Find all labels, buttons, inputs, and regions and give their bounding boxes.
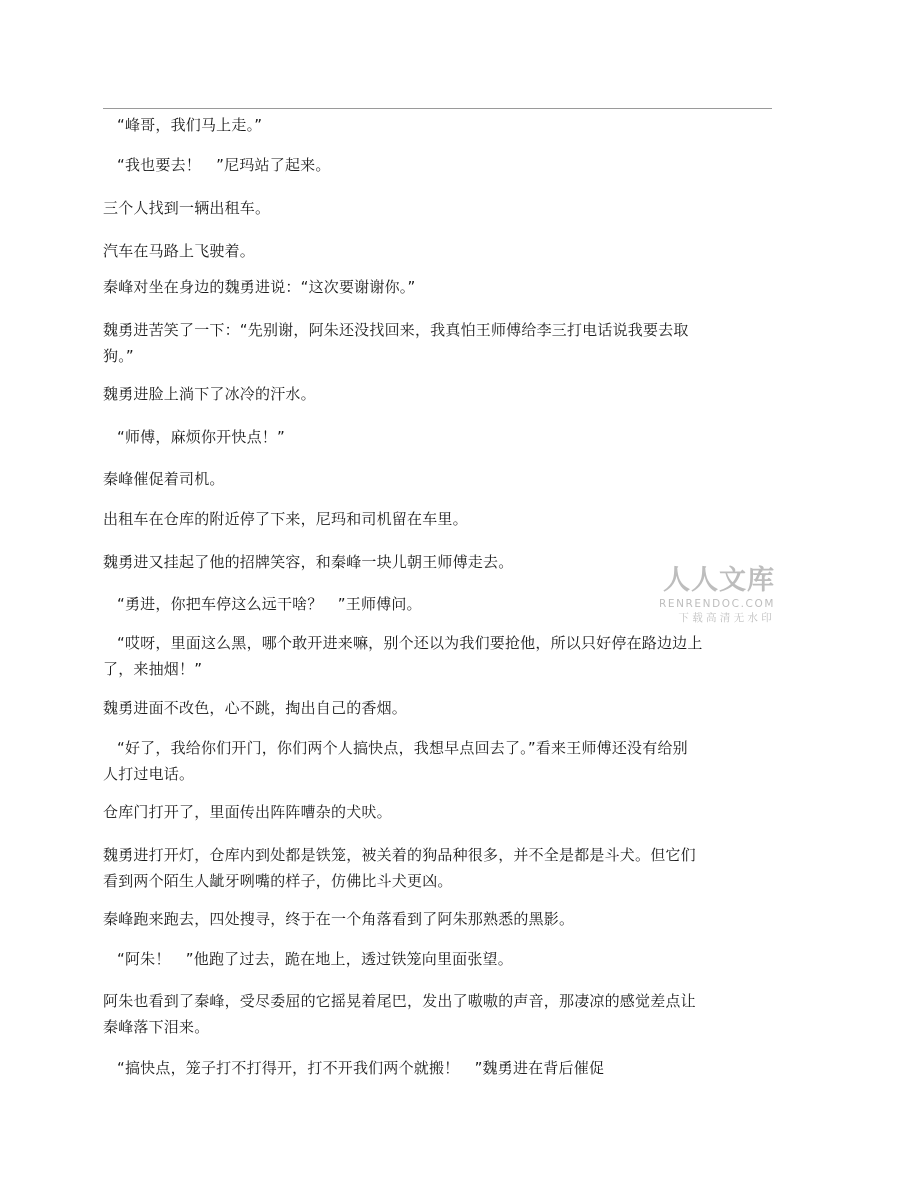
paragraph: [117, 1055, 757, 1081]
paragraph-line: 了，来抽烟！”: [103, 660, 203, 678]
paragraph-line: 阿朱也看到了秦峰，受尽委屈的它摇晃着尾巴，发出了嗷嗷的声音，那凄凉的感觉差点让: [103, 992, 696, 1010]
header-rule: [103, 108, 772, 109]
paragraph: [103, 695, 743, 721]
paragraph-line: 魏勇进打开灯，仓库内到处都是铁笼，被关着的狗品种很多，并不全是都是斗犬。但它们: [103, 846, 696, 864]
paragraph: [103, 735, 757, 787]
paragraph-line: “好了，我给你们开门，你们两个人搞快点，我想早点回去了。”看来王师傅还没有给别: [117, 739, 688, 757]
paragraph-line: 魏勇进又挂起了他的招牌笑容，和秦峰一块儿朝王师傅走去。: [103, 553, 514, 571]
paragraph: [103, 274, 743, 300]
paragraph-line: 出租车在仓库的附近停了下来，尼玛和司机留在车里。: [103, 510, 468, 528]
paragraph: [103, 195, 743, 221]
paragraph: [103, 381, 743, 407]
paragraph: [103, 842, 743, 894]
paragraph-line: “哎呀，里面这么黑，哪个敢开进来嘛，别个还以为我们要抢他，所以只好停在路边边上: [117, 634, 703, 652]
watermark-tagline: 下载高清无水印: [678, 612, 775, 624]
paragraph: [103, 317, 743, 369]
paragraph-line: 魏勇进苦笑了一下：“先别谢，阿朱还没找回来，我真怕王师傅给李三打电话说我要去取: [103, 321, 689, 339]
paragraph: [103, 630, 757, 682]
paragraph-line: 汽车在马路上飞驶着。: [103, 242, 256, 260]
paragraph-line: 秦峰对坐在身边的魏勇进说：“这次要谢谢你。”: [103, 278, 416, 296]
paragraph: [117, 424, 757, 450]
paragraph-line: 人打过电话。: [103, 765, 195, 783]
paragraph-line: 秦峰催促着司机。: [103, 470, 225, 488]
paragraph-line: 秦峰落下泪来。: [103, 1018, 210, 1036]
paragraph-line: “我也要去！ ”尼玛站了起来。: [117, 156, 331, 174]
paragraph-line: “峰哥，我们马上走。”: [117, 116, 263, 134]
paragraph-line: 魏勇进脸上淌下了冰冷的汗水。: [103, 385, 316, 403]
paragraph-line: 看到两个陌生人龇牙咧嘴的样子，仿佛比斗犬更凶。: [103, 872, 453, 890]
paragraph: [117, 112, 757, 138]
paragraph-line: “阿朱！ ”他跑了过去，跪在地上，透过铁笼向里面张望。: [117, 950, 513, 968]
paragraph-line: 三个人找到一辆出租车。: [103, 199, 271, 217]
paragraph-line: “搞快点，笼子打不打得开，打不开我们两个就搬！ ”魏勇进在背后催促: [117, 1059, 605, 1077]
watermark: [640, 565, 775, 625]
paragraph: [103, 799, 743, 825]
paragraph: [103, 238, 743, 264]
paragraph-line: “师傅，麻烦你开快点！”: [117, 428, 285, 446]
paragraph: [103, 988, 743, 1040]
paragraph-line: 秦峰跑来跑去，四处搜寻，终于在一个角落看到了阿朱那熟悉的黑影。: [103, 910, 575, 928]
paragraph-line: 魏勇进面不改色，心不跳，掏出自己的香烟。: [103, 699, 408, 717]
paragraph-line: 狗。”: [103, 347, 134, 365]
paragraph-line: 仓库门打开了，里面传出阵阵嘈杂的犬吠。: [103, 803, 392, 821]
paragraph: [117, 946, 757, 972]
paragraph: [103, 466, 743, 492]
paragraph: [103, 506, 743, 532]
paragraph: [117, 152, 757, 178]
paragraph-line: “勇进，你把车停这么远干啥？ ”王师傅问。: [117, 595, 422, 613]
paragraph: [103, 906, 743, 932]
watermark-domain: RENRENDOC.COM: [658, 598, 775, 610]
watermark-logo: 人人文库: [663, 565, 775, 596]
